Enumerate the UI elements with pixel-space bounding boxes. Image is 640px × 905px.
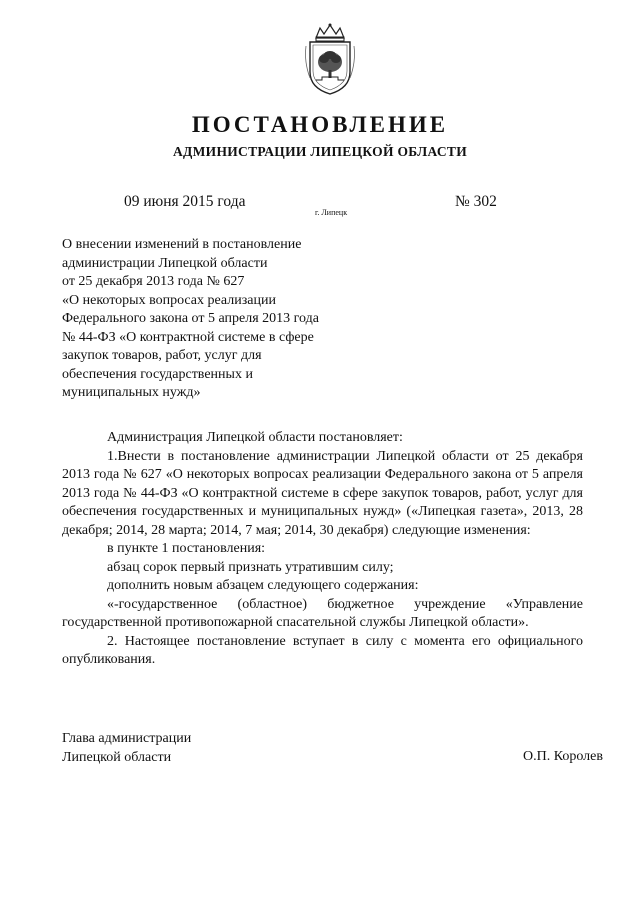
- document-heading: [62, 236, 362, 403]
- preamble-paragraph: Администрация Липецкой области постановляет:: [107, 430, 403, 445]
- coat-of-arms-emblem: [300, 22, 360, 96]
- heading-line: от 25 декабря 2013 года № 627: [62, 274, 245, 289]
- document-number: № 302: [455, 193, 497, 210]
- document-title: ПОСТАНОВЛЕНИЕ: [191, 112, 449, 137]
- heading-line: № 44-ФЗ «О контрактной системе в сфере: [62, 329, 314, 345]
- heading-line: «О некоторых вопросах реализации: [62, 292, 276, 308]
- document-place: г. Липецк: [315, 208, 348, 217]
- item-1-paragraph: 1.Внести в постановление администрации Липецкой области от 25 декабря 2013 года № 627 «О некоторых вопросах реализации Федерального закона от 5 апреля 2013 года № 44-ФЗ «О контрактной системе в сфере закупок товаров, работ, услуг для обеспечения государственных и муниципальных нужд» («Липецкая газета», 2013, 28 декабря; 2014, 28 марта; 2014, 7 мая; 2014, 30 декабря) следующие изменения:: [62, 448, 583, 538]
- signature-position-line: Липецкой области: [62, 749, 172, 765]
- document-date: 09 июня 2015 года: [124, 193, 246, 210]
- subitem-paragraph: абзац сорок первый признать утратившим силу;: [107, 559, 394, 575]
- heading-line: обеспечения государственных и: [62, 366, 253, 382]
- heading-line: Федерального закона от 5 апреля 2013 года: [62, 311, 319, 326]
- subitem-paragraph: в пункте 1 постановления:: [107, 541, 266, 556]
- heading-line: администрации Липецкой области: [62, 255, 268, 271]
- document-subtitle: АДМИНИСТРАЦИИ ЛИПЕЦКОЙ ОБЛАСТИ: [172, 144, 468, 159]
- signature-position: [62, 730, 191, 767]
- signature-name: О.П. Королев: [523, 749, 603, 764]
- heading-line: О внесении изменений в постановление: [62, 237, 302, 252]
- subitem-paragraph: дополнить новым абзацем следующего содержания:: [107, 578, 419, 593]
- signature-position-line: Глава администрации: [62, 731, 192, 746]
- subitem-paragraph: «-государственное (областное) бюджетное учреждение «Управление государственной противопожарной спасательной службы Липецкой области».: [62, 596, 583, 630]
- document-body: [62, 429, 583, 670]
- item-2-paragraph: 2. Настоящее постановление вступает в силу с момента его официального опубликования.: [62, 633, 583, 667]
- heading-line: муниципальных нужд»: [62, 385, 201, 400]
- heading-line: закупок товаров, работ, услуг для: [62, 348, 262, 363]
